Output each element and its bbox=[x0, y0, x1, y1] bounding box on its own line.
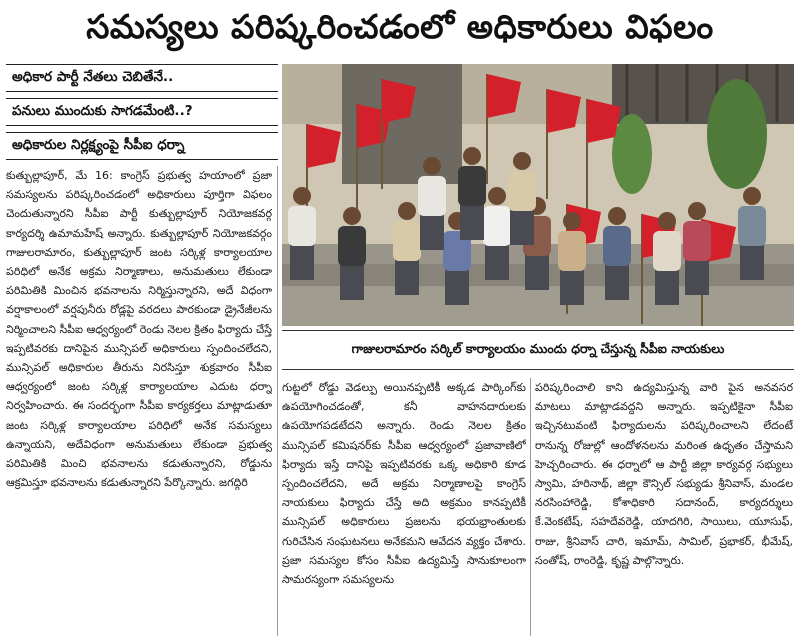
photo-caption: గాజులరామారం సర్కిల్ కార్యాలయం ముందు ధర్నా చేస్తున్న సీపీఐ నాయకులు bbox=[282, 330, 794, 370]
article-column-3 bbox=[535, 378, 793, 636]
subheading-3: అధికారుల నిర్లక్ష్యంపై సీపీఐ ధర్నా bbox=[6, 132, 278, 160]
column-divider bbox=[277, 166, 278, 636]
article-text-column-1: కుత్బుల్లాపూర్, మే 16: కాంగ్రెస్ ప్రభుత్వ హయాంలో ప్రజా సమస్యలను పరిష్కరించడంలో అధికారులు పూర్తిగా విఫలం చెందుతున్నారని సీపీఐ పార్టీ కుత్బుల్లాపూర్ నియోజకవర్గ కార్యదర్శి ఉమామహేష్ అన్నారు. కుత్బుల్లాపూర్ నియోజకవర్గం గాజులరామారం, కుత్బుల్లాపూర్ జంట సర్కిళ్ల కార్యాలయాల పరిధిలో అనేక అక్రమ నిర్మాణాలు, అనుమతులు లేకుండా పరిమితికి మించిన భవనాలను నిర్మిస్తున్నారని, అదే విధంగా వర్షాకాలంలో వర్షపునీరు రోడ్లపై వరదలు పారకుండా డ్రైనేజీలను నిర్మించాలని సీపీఐ ఆధ్వర్యంలో రెండు నెలల క్రితం ఫిర్యాదు చేస్తే ఇప్పటివరకు దానిపైన మున్సిపల్ అధికారులు స్పందించలేదని, మున్సిపల్ అధికారుల తీరును నిరసిస్తూ శుక్రవారం సీపీఐ ఆధ్వర్యంలో జంట సర్కిళ్ల కార్యాలయాల ఎదుట ధర్నా నిర్వహించారు. ఈ సందర్భంగా సీపీఐ కార్యకర్తలు మాట్లాడుతూ జంట సర్కిళ్ల కార్యాలయాల పరిధిలో అనేక సమస్యలు ఉన్నాయని, అదేవిధంగా అనుమతులు లేకుండా ప్రభుత్వ పరిమితికి మించి భవనాలను కడుతున్నారని, రోడ్డును ఆక్రమిస్తూ భవనాలను కడుతున్నారని పేర్కొన్నారు. జగద్గిరి bbox=[6, 169, 272, 490]
article-column-2 bbox=[282, 378, 526, 636]
article-text-column-3: పరిష్కరించాలి కాని ఉద్యమిస్తున్న వారి పైన అనవసర మాటలు మాట్లాడవద్దని అన్నారు. ఇప్పటికైనా సీపీఐ ఇచ్చినటువంటి ఫిర్యాదులను పరిష్కరించాలని లేదంటే రానున్న రోజుల్లో ఆందోళనలను మరింత ఉధృతం చేస్తామని హెచ్చరించారు. ఈ ధర్నాలో ఆ పార్టీ జిల్లా కార్యవర్గ సభ్యులు స్వామి, హరినాథ్, జిల్లా కౌన్సిల్ సభ్యుడు శ్రీనివాస్, మండల నరసింహారెడ్డి, కోశాధికారి సదానంద్, కార్యదర్శులు కే.వెంకటేష్, సహదేవరెడ్డి, యాదగిరి, సాయిలు, యూసుఫ్, రాజు, శ్రీనివాస్ చారి, ఇమామ్, సామిల్, ప్రభాకర్, భీమేష్, సంతోష్, రాంరెడ్డి, కృష్ణ పాల్గొన్నారు. bbox=[535, 381, 793, 567]
news-photo bbox=[282, 64, 794, 326]
article-column-1 bbox=[6, 166, 272, 636]
headline: సమస్యలు పరిష్కరించడంలో అధికారులు విఫలం bbox=[86, 7, 714, 46]
column-divider bbox=[530, 378, 531, 636]
subheading-2: పనులు ముందుకు సాగడమేంటి..? bbox=[6, 98, 278, 126]
protest-scene-illustration bbox=[282, 64, 794, 326]
subheading-1: అధికార పార్టీ నేతలు చెబితేనే.. bbox=[6, 64, 278, 92]
article-text-column-2: గుట్టలో రోడ్డు వెడల్పు అయినప్పటికీ అక్కడ పార్కింగ్‌కు ఉపయోగించడంతో, కనీ వాహనదారులకు ఉపయోగపడటేదని అన్నారు. రెండు నెలల క్రితం మున్సిపల్ కమిషనర్‌కు సీపీఐ ఆధ్వర్యంలో ప్రజావాణిలో ఫిర్యాదు ఇస్తే దానిపై ఇప్పటివరకు ఒక్క అధికారి కూడ స్పందించలేదని, అదే అక్రమ నిర్మాణాలపై కాంగ్రెస్ నాయకులు ఫిర్యాదు చేస్తే అది అక్రమం కానప్పటికీ మున్సిపల్ అధికారులు ప్రజలను భయభ్రాంతులకు గురిచేసిన సంఘటనలు అనేకమని ఆవేదన వ్యక్తం చేశారు. ప్రజా సమస్యల కోసం సీపీఐ ఉద్యమిస్తే సానుకూలంగా సామరస్యంగా సమస్యలను bbox=[282, 381, 526, 587]
